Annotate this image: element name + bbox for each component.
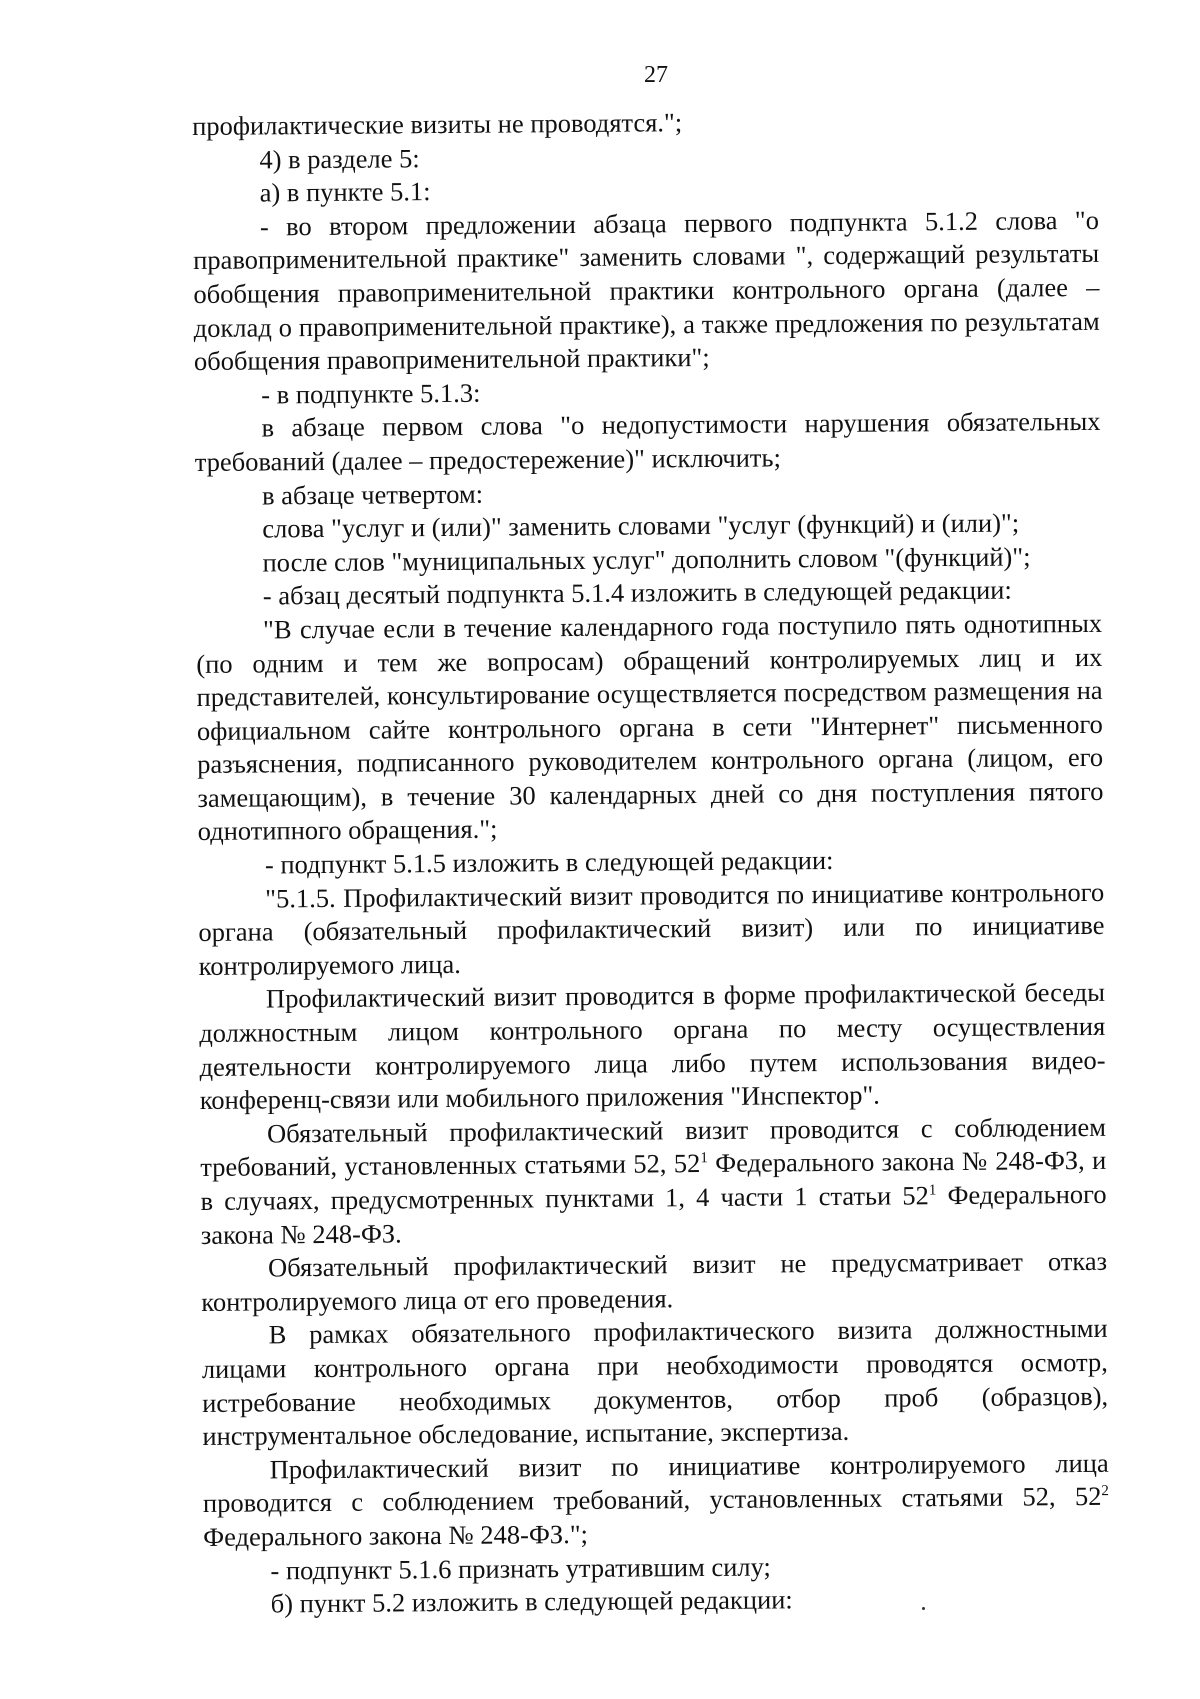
paragraph: "В случае если в течение календарного года поступило пять однотипных (по одним и тем же вопросам) обращений контролируемых лиц и их представителей, консультирование осуществляется посредством размещения на официальном сайте контрольного органа в сети "Интернет" письменного разъяснения, подписанного руководителем контрольного органа (лицом, его замещающим), в течение 30 календарных дней со дня поступления пятого однотипного обращения.";	[196, 607, 1104, 847]
text-fragment: Профилактический визит по инициативе контролируемого лица проводится с соблюдением требований, установленных статьями 52, 52	[202, 1447, 1109, 1519]
paragraph: б) пункт 5.2 изложить в следующей редакции:	[270, 1584, 793, 1619]
paragraph: в абзаце четвертом:	[261, 478, 484, 510]
paragraph-statute-references	[203, 1447, 1110, 1555]
paragraph: слова "услуг и (или)" заменить словами "услуг (функций) и (или)";	[262, 507, 1020, 544]
paragraph: в абзаце первом слова "о недопустимости нарушения обязательных требований (далее – предостережение)" исключить;	[194, 406, 1101, 477]
paragraph: Профилактический визит проводится в форме профилактической беседы должностным лицом контрольного органа по месту осуществления деятельности контролируемого лица либо путем использования видео-конференц-связи или мобильного приложения "Инспектор".	[199, 977, 1106, 1116]
paragraph: 4) в разделе 5:	[259, 142, 420, 175]
paragraph: - абзац десятый подпункта 5.1.4 изложить в следующей редакции:	[262, 574, 1012, 611]
paragraph: В рамках обязательного профилактического визита должностными лицами контрольного органа при необходимости проводятся осмотр, истребование необходимых документов, отбор проб (образцов), инструментальное обследование, испытание, экспертиза.	[201, 1313, 1109, 1452]
paragraph-statute-references	[200, 1111, 1107, 1252]
paragraph: Обязательный профилактический визит не предусматривает отказ контролируемого лица от его проведения.	[201, 1246, 1108, 1317]
paragraph: после слов "муниципальных услуг" дополнить словом "(функций)";	[262, 541, 1031, 578]
paragraph: - подпункт 5.1.5 изложить в следующей редакции:	[264, 845, 834, 880]
paragraph: - в подпункте 5.1.3:	[261, 377, 481, 410]
scan-speck	[922, 1607, 925, 1610]
paragraph: "5.1.5. Профилактический визит проводится по инициативе контрольного органа (обязательный профилактический визит) или по инициативе контролируемого лица.	[198, 876, 1105, 981]
text-fragment: Федерального закона № 248-ФЗ, и в случаях, предусмотренных пунктами 1, 4 части 1 статьи 52	[200, 1145, 1107, 1216]
document-body	[192, 103, 1110, 1622]
superscript: 1	[700, 1150, 708, 1167]
superscript: 1	[928, 1182, 937, 1199]
superscript: 2	[1101, 1483, 1109, 1500]
text-fragment: Федерального закона № 248-ФЗ.";	[203, 1518, 589, 1552]
page-number: 27	[644, 62, 668, 88]
paragraph: а) в пункте 5.1:	[259, 176, 431, 208]
paragraph: - во втором предложении абзаца первого подпункта 5.1.2 слова "о правоприменительной практике" заменить словами ", содержащий результаты обобщения правоприменительной практики контрольного органа (далее – доклад о правоприменительной практике), а также предложения по результатам обобщения правоприменительной практики";	[193, 204, 1100, 377]
paragraph: профилактические визиты не проводятся.";	[192, 107, 683, 141]
text-fragment: Обязательный профилактический визит проводится с соблюдением требований, установленных статьями 52, 52	[200, 1111, 1107, 1183]
paragraph: - подпункт 5.1.6 признать утратившим силу;	[270, 1551, 771, 1585]
text-fragment: Федерального закона № 248-ФЗ.	[200, 1178, 1107, 1250]
